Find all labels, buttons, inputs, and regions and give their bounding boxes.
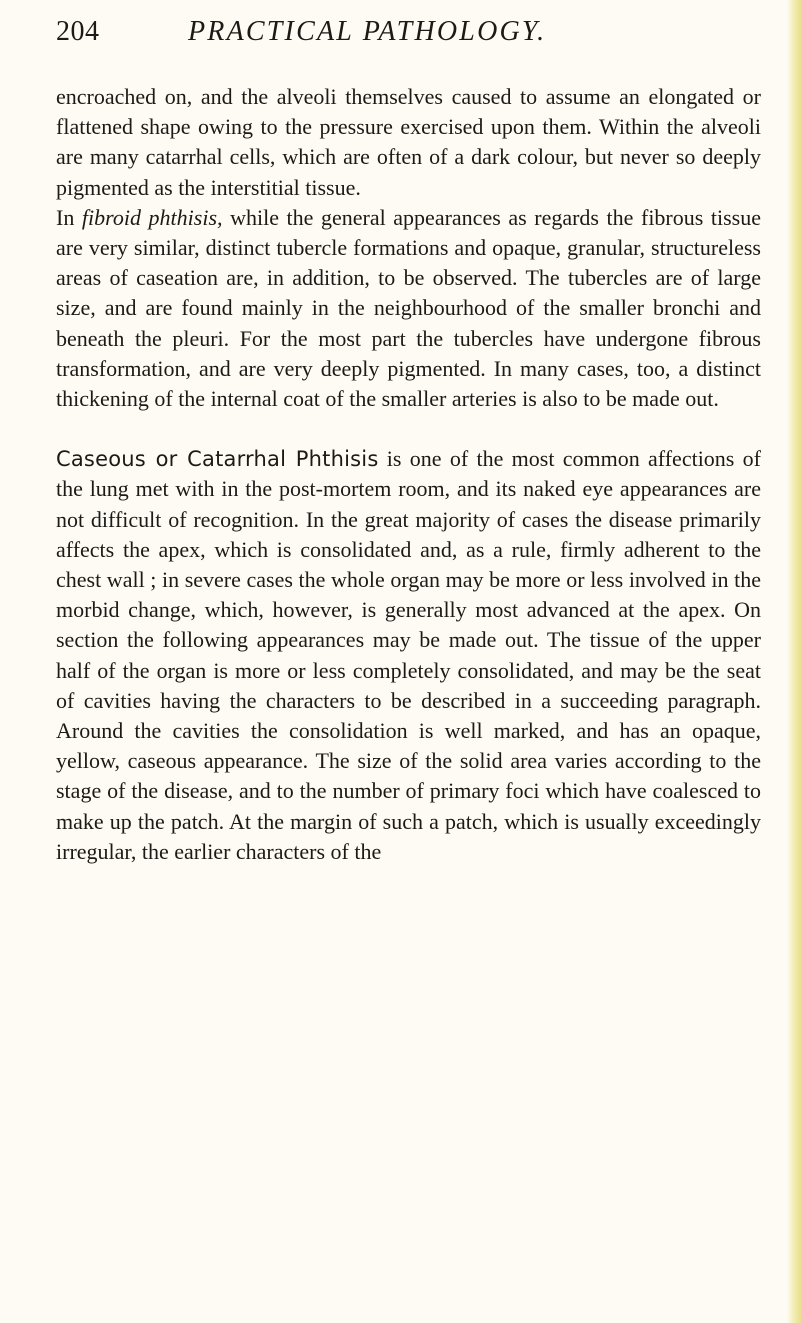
paragraph-caseous-phthisis [56, 444, 761, 867]
page-header [56, 12, 756, 62]
paragraph-text: is one of the most common affections of the lung met with in the post-mortem room, and its naked eye appearances are not difficult of recognition. In the great majority of cases the disease primarily affects the apex, which is consolidated and, as a rule, firmly adherent to the chest wall ; in severe cases the whole organ may be more or less involved in the morbid change, which, however, is generally most advanced at the apex. On section the following appearances may be made out. The tissue of the upper half of the organ is more or less completely consolidated, and may be the seat of cavities having the characters to be described in a succeeding paragraph. Around the cavities the consolidation is well marked, and has an opaque, yellow, caseous appearance. The size of the solid area varies according to the stage of the disease, and to the number of primary foci which have coalesced to make up the patch. At the margin of such a patch, which is usually exceedingly irregular, the earlier characters of the [56, 446, 762, 864]
running-title: PRACTICAL PATHOLOGY. [188, 16, 547, 47]
paragraph-fibroid-phthisis [56, 203, 761, 414]
page-number: 204 [56, 16, 100, 47]
paragraph-text: while the general appearances as regards the fibrous tissue are very similar, distinct tubercle formations and opaque, granular, structureless areas of caseation are, in addition, to be observed. The tubercles are of large size, and are found mainly in the neighbourhood of the smaller bronchi and beneath the pleuri. For the most part the tubercles have undergone fibrous transformation, and are very deeply pigmented. In many cases, too, a distinct thickening of the internal coat of the smaller arteries is also to be made out. [56, 204, 762, 412]
page-edge [787, 0, 801, 1323]
paragraph-continuation: encroached on, and the alveoli themselves caused to assume an elongated or flattened shape owing to the pressure exercised upon them. Within the alveoli are many catarrhal cells, which are often of a dark colour, but never so deeply pigmented as the interstitial tissue. [56, 84, 761, 200]
section-heading: Caseous or Catarrhal Phthisis [56, 447, 379, 472]
italic-term: fibroid phthisis, [81, 204, 223, 230]
body-text [56, 82, 761, 867]
paragraph-lead: In [56, 204, 82, 230]
